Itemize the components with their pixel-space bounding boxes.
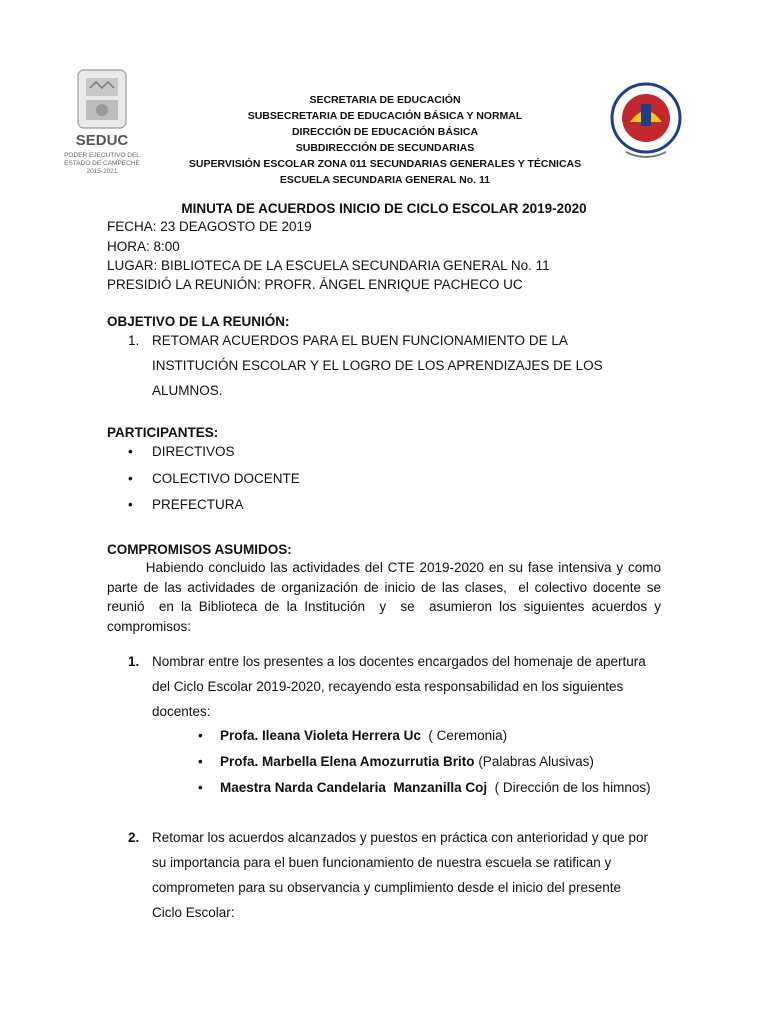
docente-role: ( Dirección de los himnos) [487, 780, 651, 795]
compromiso-2-number: 2. [128, 830, 140, 845]
docente-role: ( Ceremonia) [420, 728, 508, 743]
bullet-icon: • [128, 444, 133, 459]
participantes-heading: PARTICIPANTES: [107, 425, 219, 440]
objetivo-number: 1. [128, 333, 140, 348]
seduc-logo-text: SEDUC [75, 132, 129, 149]
bullet-icon: • [128, 471, 133, 486]
participante-item: COLECTIVO DOCENTE [152, 471, 300, 486]
compromiso-2-line-4: Ciclo Escolar: [152, 905, 235, 920]
objetivo-line-2: INSTITUCIÓN ESCOLAR Y EL LOGRO DE LOS APRENDIZAJES DE LOS [152, 358, 603, 373]
meta-hora: HORA: 8:00 [107, 239, 180, 254]
bullet-icon: • [198, 754, 203, 769]
header-line-4: SUBDIRECCIÓN DE SECUNDARIAS [295, 142, 475, 154]
compromiso-2-line-1: Retomar los acuerdos alcanzados y puestos en práctica con anterioridad y que por [152, 830, 649, 845]
compromiso-1-number: 1. [128, 654, 140, 669]
meta-presidio: PRESIDIÓ LA REUNIÓN: PROFR. ÁNGEL ENRIQUE PACHECO UC [107, 277, 523, 292]
docente-item [220, 780, 651, 795]
bullet-icon: • [128, 497, 133, 512]
compromiso-2-line-3: comprometen para su observancia y cumplimiento desde el inicio del presente [152, 880, 621, 895]
seduc-logo-subtitle-3: 2015-2021 [86, 168, 118, 175]
participante-item: PREFECTURA [152, 497, 244, 512]
seduc-logo [48, 66, 156, 186]
header-line-3: DIRECCIÓN DE EDUCACIÓN BÁSICA [291, 126, 479, 138]
document-title: MINUTA DE ACUERDOS INICIO DE CICLO ESCOLAR 2019-2020 [181, 201, 587, 216]
header-line-6: ESCUELA SECUNDARIA GENERAL No. 11 [279, 174, 491, 186]
docente-name: Profa. Ileana Violeta Herrera Uc [220, 728, 421, 743]
school-emblem-icon [608, 78, 684, 170]
header-line-1: SECRETARIA DE EDUCACIÓN [309, 94, 461, 106]
header-line-5: SUPERVISIÓN ESCOLAR ZONA 011 SECUNDARIAS GENERALES Y TÉCNICAS [188, 158, 582, 170]
docente-role: (Palabras Alusivas) [474, 754, 594, 769]
compromiso-1-line-1: Nombrar entre los presentes a los docentes encargados del homenaje de apertura [152, 654, 646, 669]
institution-header [160, 92, 610, 188]
meta-lugar: LUGAR: BIBLIOTECA DE LA ESCUELA SECUNDARIA GENERAL No. 11 [107, 258, 550, 273]
compromisos-heading: COMPROMISOS ASUMIDOS: [107, 542, 292, 557]
compromiso-1-line-2: del Ciclo Escolar 2019-2020, recayendo esta responsabilidad en los siguientes [152, 679, 624, 694]
docente-name: Maestra Narda Candelaria Manzanilla Coj [220, 780, 488, 795]
docente-item [220, 728, 507, 743]
bullet-icon: • [198, 728, 203, 743]
participante-item: DIRECTIVOS [152, 444, 235, 459]
objetivo-line-3: ALUMNOS. [152, 383, 223, 398]
objetivo-heading: OBJETIVO DE LA REUNIÓN: [107, 314, 290, 329]
docente-item [220, 754, 594, 769]
seduc-logo-subtitle-2: ESTADO DE CAMPECHE [64, 160, 140, 167]
compromiso-2-line-2: su importancia para el buen funcionamiento de nuestra escuela se ratifican y [152, 855, 612, 870]
seduc-logo-subtitle-1: PODER EJECUTIVO DEL [64, 152, 140, 159]
header-line-2: SUBSECRETARIA DE EDUCACIÓN BÁSICA Y NORMAL [247, 110, 523, 122]
objetivo-line-1: RETOMAR ACUERDOS PARA EL BUEN FUNCIONAMIENTO DE LA [152, 333, 568, 348]
meta-fecha: FECHA: 23 DEAGOSTO DE 2019 [107, 219, 312, 234]
school-emblem-logo [608, 78, 684, 170]
compromisos-intro: Habiendo concluido las actividades del CTE 2019-2020 en su fase intensiva y como parte de las actividades de organización de inicio de las clases, el colectivo docente se reunió en la Biblioteca de la Institución y se asumieron los siguientes acuerdos y compromisos: [107, 560, 665, 634]
compromiso-1-line-3: docentes: [152, 704, 211, 719]
docente-name: Profa. Marbella Elena Amozurrutia Brito [220, 754, 475, 769]
bullet-icon: • [198, 780, 203, 795]
